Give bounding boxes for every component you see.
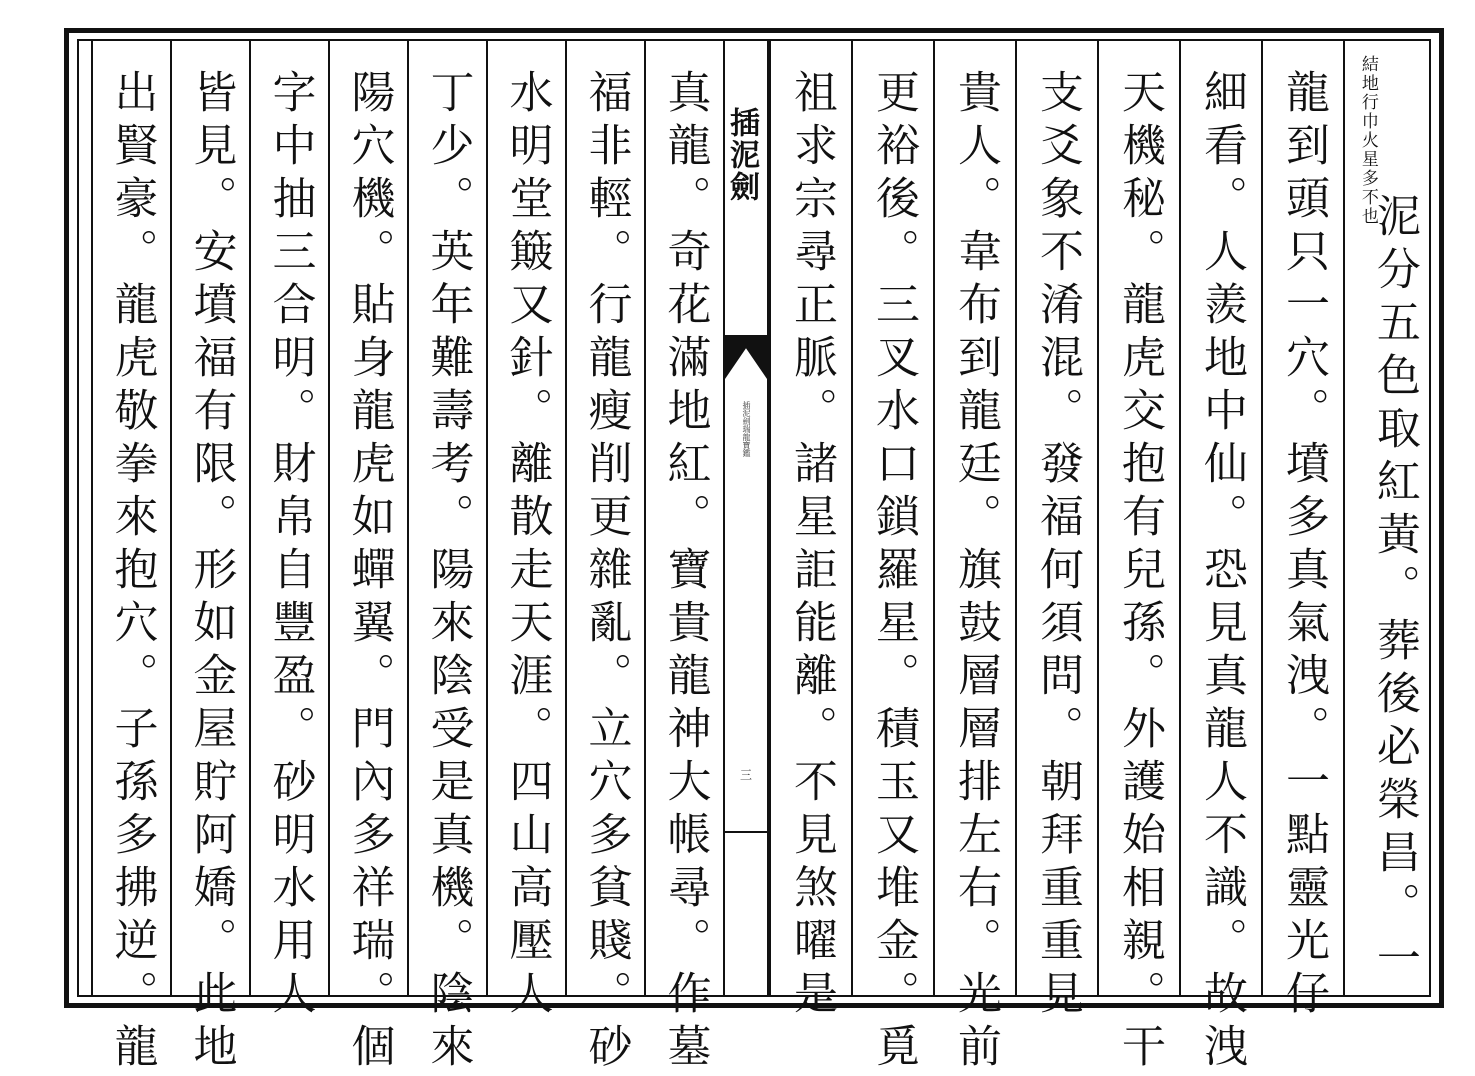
column-text: 水明堂簸又針。離散走天涯。四山高壓人 xyxy=(501,69,553,1023)
column-text: 龍到頭只一穴。墳多真氣洩。一點靈光仔 xyxy=(1278,69,1329,1023)
book-page xyxy=(64,28,1444,1076)
fish-tail-mark-icon xyxy=(725,335,767,379)
spine-subtitle: 插泥劍瑞龍寶鑑 xyxy=(742,401,751,457)
text-column-4 xyxy=(1097,41,1179,1076)
column-text: 真龍。奇花滿地紅。寶貴龍神大帳尋。作墓 xyxy=(659,69,711,1076)
column-text: 丁少。英年難壽考。陽來陰受是真機。陰來 xyxy=(422,69,474,1076)
text-column-14 xyxy=(249,41,328,1023)
column-text: 天機秘。龍虎交抱有兒孫。外護始相親。干 xyxy=(1114,69,1165,1076)
column-text: 出賢豪。龍虎敬拳來抱穴。子孫多拂逆。龍 xyxy=(106,69,158,1076)
spine-divider xyxy=(725,831,767,833)
text-column-6 xyxy=(933,41,1015,1076)
column-text: 更裕後。三叉水口鎖羅星。積玉又堆金。覓 xyxy=(868,69,919,1076)
column-text: 細看。人羨地中仙。恐見真龍人不識。故洩 xyxy=(1196,69,1247,1076)
column-text: 陽穴機。貼身龍虎如蟬翼。門內多祥瑞。個 xyxy=(343,69,395,1076)
text-column-3 xyxy=(1179,41,1261,1076)
page-number: 三 xyxy=(739,768,752,782)
text-column-2 xyxy=(1261,41,1343,1023)
text-frame xyxy=(77,39,1431,1076)
column-text: 支爻象不淆混。發福何須問。朝拜重重見 xyxy=(1032,69,1083,1023)
text-column-8 xyxy=(769,41,851,1023)
column-text: 泥分五色取紅黃。葬後必榮昌。一 xyxy=(1368,193,1420,988)
spine-title: 插泥劍 xyxy=(724,107,759,203)
text-column-1 xyxy=(1343,41,1429,995)
text-column-12 xyxy=(407,41,486,1076)
text-column-10 xyxy=(565,41,644,1076)
text-column-5 xyxy=(1015,41,1097,1023)
text-column-15 xyxy=(170,41,249,1076)
text-column-9 xyxy=(644,41,723,1076)
text-column-16 xyxy=(91,41,170,1076)
column-text: 字中抽三合明。財帛自豐盈。砂明水用人 xyxy=(264,69,316,1023)
text-column-13 xyxy=(328,41,407,1076)
column-text: 皆見。安墳福有限。形如金屋貯阿嬌。此地 xyxy=(185,69,237,1076)
text-column-7 xyxy=(851,41,933,1076)
column-text: 祖求宗尋正脈。諸星詎能離。不見煞曜是 xyxy=(786,69,837,1023)
book-spine xyxy=(723,41,769,995)
head-annotation: 結地行巾火星多不也 xyxy=(1357,55,1378,226)
column-text: 貴人。韋布到龍廷。旗鼓層層排左右。光前 xyxy=(950,69,1001,1076)
text-column-11 xyxy=(486,41,565,1023)
column-text: 福非輕。行龍瘦削更雜亂。立穴多貧賤。砂 xyxy=(580,69,632,1076)
